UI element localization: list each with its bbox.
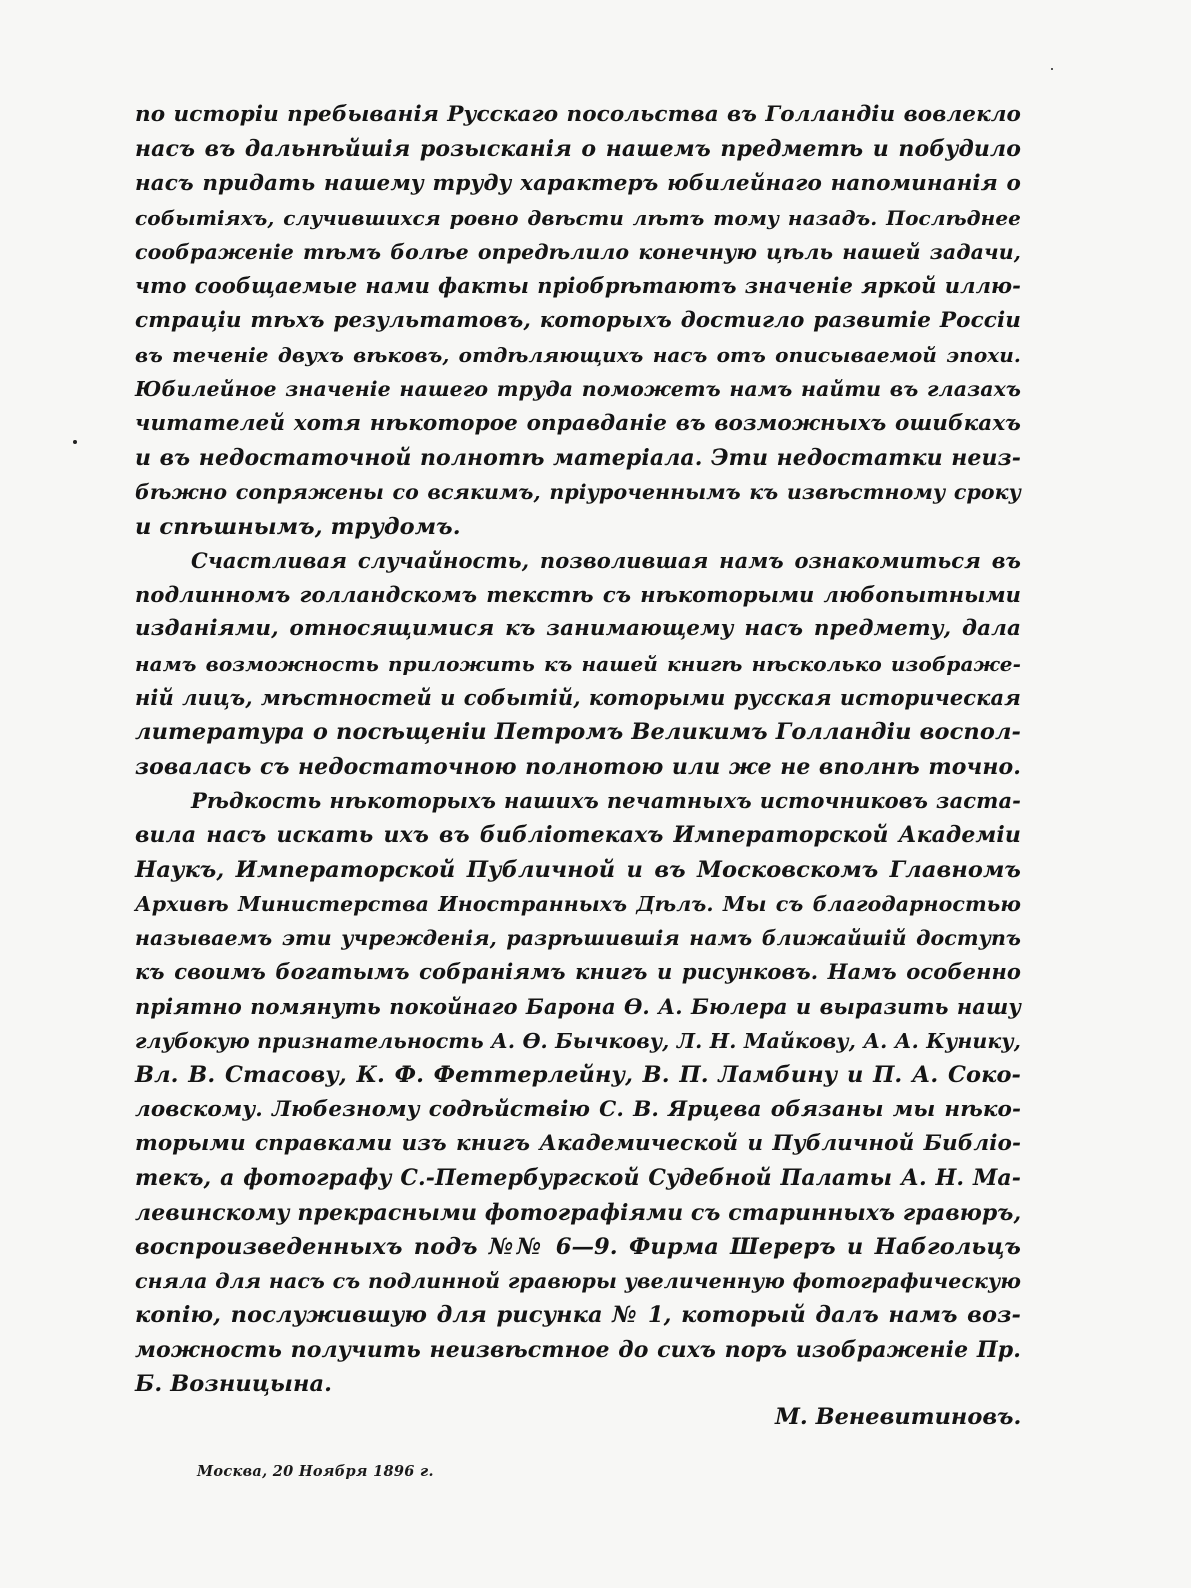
text-line: глубокую признательность А. Ѳ. Бычкову, Л. Н. Майкову, А. А. Кунику, [135, 1029, 1021, 1054]
text-line: насъ въ дальнѣйшія розысканія о нашемъ предметѣ и побудило [135, 136, 1021, 163]
text-line: сняла для насъ съ подлинной гравюры увеличенную фотографическую [135, 1269, 1021, 1294]
text-line: литература о посѣщеніи Петромъ Великимъ Голландіи воспол- [135, 719, 1021, 746]
text-line: воспроизведенныхъ подъ №№ 6—9. Фирма Шереръ и Набгольцъ [135, 1233, 1021, 1260]
text-line: читателей хотя нѣкоторое оправданіе въ возможныхъ ошибкахъ [135, 410, 1021, 436]
text-line: въ теченіе двухъ вѣковъ, отдѣляющихъ насъ отъ описываемой эпохи. [135, 343, 1021, 368]
text-line: левинскому прекрасными фотографіями съ старинныхъ гравюръ, [135, 1199, 1022, 1226]
text-line: торыми справками изъ книгъ Академической и Публичной Библіо- [135, 1130, 1021, 1156]
text-line: можность получить неизвѣстное до сихъ поръ изображеніе Пр. [135, 1336, 1021, 1363]
text-line: событіяхъ, случившихся ровно двѣсти лѣтъ тому назадъ. Послѣднее [135, 205, 1021, 230]
body-text [135, 98, 1021, 1401]
text-line: вила насъ искать ихъ въ библіотекахъ Императорской Академіи [135, 822, 1021, 849]
scan-speck [73, 440, 77, 444]
text-line: по исторіи пребыванія Русскаго посольства въ Голландіи вовлекло [135, 102, 1021, 127]
text-line: текъ, а фотографу С.-Петербургской Судебной Палаты А. Н. Ма- [135, 1165, 1021, 1192]
text-line: намъ возможность приложить къ нашей книгѣ нѣсколько изображе- [135, 651, 1021, 676]
text-line: Наукъ, Императорской Публичной и въ Московскомъ Главномъ [135, 856, 1021, 883]
text-line: Рѣдкость нѣкоторыхъ нашихъ печатныхъ источниковъ заста- [191, 787, 1021, 813]
text-line: страціи тѣхъ результатовъ, которыхъ достигло развитіе Россіи [135, 307, 1021, 333]
author-signature: М. Веневитиновъ. [775, 1404, 1022, 1430]
text-line: насъ придать нашему труду характеръ юбилейнаго напоминанія о [135, 170, 1021, 196]
text-line: копію, послужившую для рисунка № 1, который далъ намъ воз- [135, 1302, 1021, 1329]
text-line: называемъ эти учрежденія, разрѣшившія намъ ближайшій доступъ [135, 926, 1021, 951]
text-line: ній лицъ, мѣстностей и событій, которыми русская историческая [135, 685, 1021, 711]
text-line: подлинномъ голландскомъ текстѣ съ нѣкоторыми любопытными [135, 582, 1021, 608]
text-line: и спѣшнымъ, трудомъ. [135, 513, 461, 540]
text-line: и въ недостаточной полнотѣ матеріала. Эти недостатки неиз- [135, 444, 1021, 471]
text-line: пріятно помянуть покойнаго Барона Ѳ. А. Бюлера и выразить нашу [135, 993, 1021, 1019]
text-line: зовалась съ недостаточною полнотою или же не вполнѣ точно. [135, 753, 1021, 780]
text-line: соображеніе тѣмъ болѣе опредѣлило конечную цѣль нашей задачи, [135, 240, 1021, 265]
text-line: бѣжно сопряжены со всякимъ, пріуроченнымъ къ извѣстному сроку [135, 480, 1021, 505]
text-line: изданіями, относящимися къ занимающему насъ предмету, дала [135, 616, 1021, 642]
text-line: Архивѣ Министерства Иностранныхъ Дѣлъ. Мы съ благодарностью [135, 891, 1021, 916]
text-line: Вл. В. Стасову, К. Ф. Феттерлейну, В. П. Ламбину и П. А. Соко- [135, 1062, 1021, 1089]
scan-speck [1051, 68, 1053, 70]
text-line: Б. Возницына. [135, 1370, 333, 1397]
text-line: Юбилейное значеніе нашего труда поможетъ намъ найти въ глазахъ [135, 377, 1021, 402]
place-date: Москва, 20 Ноября 1896 г. [197, 1463, 434, 1480]
text-line: ловскому. Любезному содѣйствію С. В. Ярцева обязаны мы нѣко- [135, 1096, 1021, 1122]
text-line: что сообщаемые нами факты пріобрѣтаютъ значеніе яркой иллю- [135, 273, 1021, 299]
text-line: къ своимъ богатымъ собраніямъ книгъ и рисунковъ. Намъ особенно [135, 959, 1021, 985]
text-line: Счастливая случайность, позволившая намъ ознакомиться въ [191, 547, 1021, 573]
